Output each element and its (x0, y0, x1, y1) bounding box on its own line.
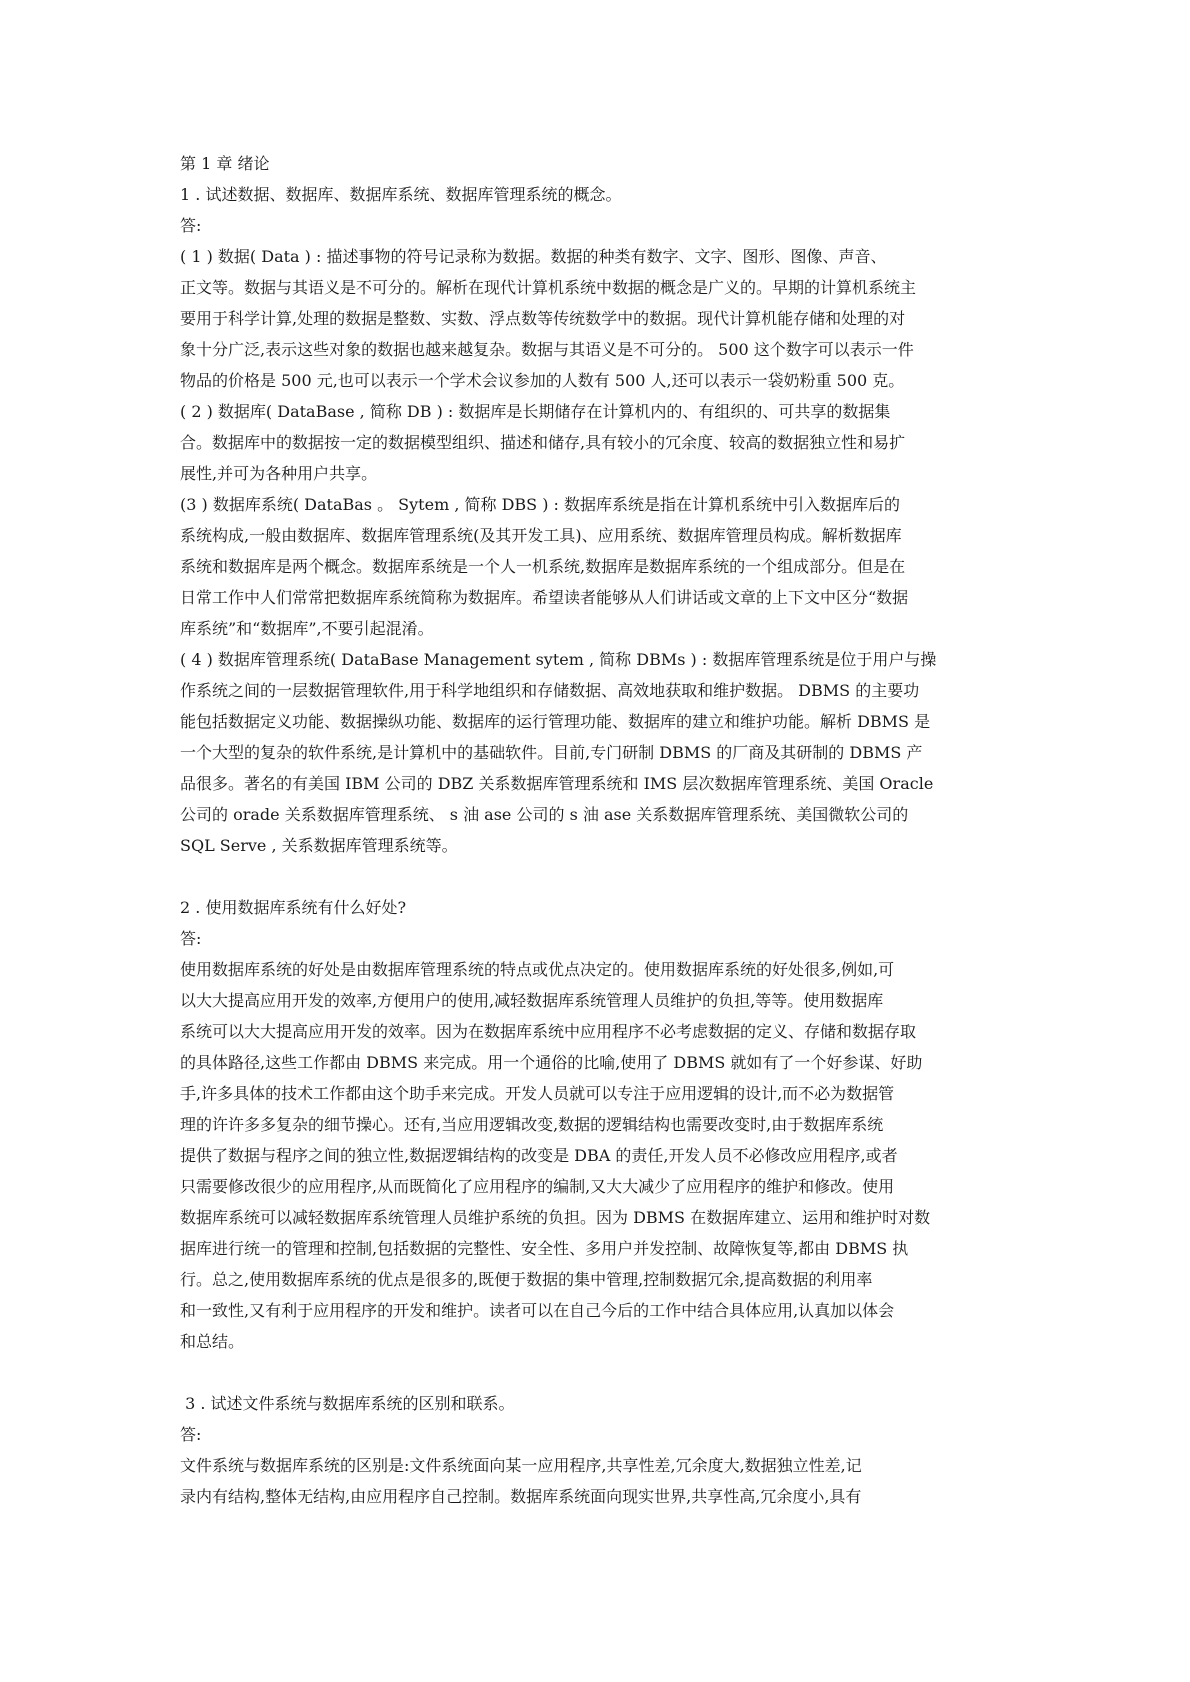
answer-text-line: 系统构成,一般由数据库、数据库管理系统(及其开发工具)、应用系统、数据库管理员构成。解析数据库 (180, 526, 902, 545)
answer-text-line: ( 2 ) 数据库( DataBase , 简称 DB ) : 数据库是长期储存在计算机内的、有组织的、可共享的数据集 (180, 402, 891, 421)
chapter-title: 第 1 章 绪论 (180, 154, 270, 173)
answer-text-line: 据库进行统一的管理和控制,包括数据的完整性、安全性、多用户并发控制、故障恢复等,都由 DBMS 执 (180, 1239, 909, 1258)
answer-text-line: 公司的 orade 关系数据库管理系统、 s 油 ase 公司的 s 油 ase 关系数据库管理系统、美国微软公司的 (180, 805, 909, 824)
answer-text-line: 展性,并可为各种用户共享。 (180, 464, 378, 483)
answer-text-line: ( 1 ) 数据( Data ) : 描述事物的符号记录称为数据。数据的种类有数字、文字、图形、图像、声音、 (180, 247, 887, 266)
answer-label: 答: (180, 929, 202, 948)
answer-text-line: 物品的价格是 500 元,也可以表示一个学术会议参加的人数有 500 人,还可以表示一袋奶粉重 500 克。 (180, 371, 905, 390)
qa-section (180, 861, 1012, 1357)
answer-text-line: 提供了数据与程序之间的独立性,数据逻辑结构的改变是 DBA 的责任,开发人员不必修改应用程序,或者 (180, 1146, 898, 1165)
qa-sections (180, 179, 1012, 1512)
question-heading: 2 . 使用数据库系统有什么好处? (180, 898, 407, 917)
answer-text-line: SQL Serve , 关系数据库管理系统等。 (180, 836, 458, 855)
answer-text-line: 和一致性,又有利于应用程序的开发和维护。读者可以在自己今后的工作中结合具体应用,认真加以体会 (180, 1301, 895, 1320)
answer-text-line: 能包括数据定义功能、数据操纵功能、数据库的运行管理功能、数据库的建立和维护功能。解析 DBMS 是 (180, 712, 931, 731)
qa-section (180, 179, 1012, 861)
answer-text-line: 系统和数据库是两个概念。数据库系统是一个人一机系统,数据库是数据库系统的一个组成部分。但是在 (180, 557, 906, 576)
answer-text-line: 合。数据库中的数据按一定的数据模型组织、描述和储存,具有较小的冗余度、较高的数据独立性和易扩 (180, 433, 906, 452)
answer-text-line: 和总结。 (180, 1332, 245, 1351)
answer-text-line: 的具体路径,这些工作都由 DBMS 来完成。用一个通俗的比喻,使用了 DBMS 就如有了一个好参谋、好助 (180, 1053, 923, 1072)
question-heading: 1 . 试述数据、数据库、数据库系统、数据库管理系统的概念。 (180, 185, 622, 204)
answer-text-line: (3 ) 数据库系统( DataBas 。 Sytem , 简称 DBS ) : 数据库系统是指在计算机系统中引入数据库后的 (180, 495, 901, 514)
answer-text-line: 文件系统与数据库系统的区别是:文件系统面向某一应用程序,共享性差,冗余度大,数据独立性差,记 (180, 1456, 862, 1475)
answer-text-line: 以大大提高应用开发的效率,方便用户的使用,减轻数据库系统管理人员维护的负担,等等。使用数据库 (180, 991, 884, 1010)
answer-text-line: 一个大型的复杂的软件系统,是计算机中的基础软件。目前,专门研制 DBMS 的厂商及其研制的 DBMS 产 (180, 743, 923, 762)
answer-label: 答: (180, 1425, 202, 1444)
answer-text-line: 手,许多具体的技术工作都由这个助手来完成。开发人员就可以专注于应用逻辑的设计,而不必为数据管 (180, 1084, 895, 1103)
qa-section (180, 1357, 1012, 1512)
answer-text-line: 理的许许多多复杂的细节操心。还有,当应用逻辑改变,数据的逻辑结构也需要改变时,由于数据库系统 (180, 1115, 884, 1134)
answer-text-line: 品很多。著名的有美国 IBM 公司的 DBZ 关系数据库管理系统和 IMS 层次数据库管理系统、美国 Oracle (180, 774, 934, 793)
answer-text-line: 录内有结构,整体无结构,由应用程序自己控制。数据库系统面向现实世界,共享性高,冗余度小,具有 (180, 1487, 862, 1506)
answer-text-line: 使用数据库系统的好处是由数据库管理系统的特点或优点决定的。使用数据库系统的好处很多,例如,可 (180, 960, 895, 979)
answer-text-line: ( 4 ) 数据库管理系统( DataBase Management sytem , 简称 DBMs ) : 数据库管理系统是位于用户与操 (180, 650, 937, 669)
section-spacer (180, 1357, 1012, 1388)
answer-label: 答: (180, 216, 202, 235)
answer-text-line: 日常工作中人们常常把数据库系统简称为数据库。希望读者能够从人们讲话或文章的上下文中区分“数据 (180, 588, 909, 607)
answer-text-line: 行。总之,使用数据库系统的优点是很多的,既便于数据的集中管理,控制数据冗余,提高数据的利用率 (180, 1270, 873, 1289)
document-body (180, 148, 1012, 1512)
answer-text-line: 系统可以大大提高应用开发的效率。因为在数据库系统中应用程序不必考虑数据的定义、存储和数据存取 (180, 1022, 917, 1041)
answer-text-line: 只需要修改很少的应用程序,从而既简化了应用程序的编制,又大大减少了应用程序的维护和修改。使用 (180, 1177, 895, 1196)
answer-text-line: 库系统”和“数据库”,不要引起混淆。 (180, 619, 434, 638)
answer-text-line: 数据库系统可以减轻数据库系统管理人员维护系统的负担。因为 DBMS 在数据库建立、运用和维护时对数 (180, 1208, 931, 1227)
answer-text-line: 正文等。数据与其语义是不可分的。解析在现代计算机系统中数据的概念是广义的。早期的计算机系统主 (180, 278, 917, 297)
section-spacer (180, 861, 1012, 892)
answer-text-line: 要用于科学计算,处理的数据是整数、实数、浮点数等传统数学中的数据。现代计算机能存储和处理的对 (180, 309, 906, 328)
answer-text-line: 象十分广泛,表示这些对象的数据也越来越复杂。数据与其语义是不可分的。 500 这个数字可以表示一件 (180, 340, 914, 359)
answer-text-line: 作系统之间的一层数据管理软件,用于科学地组织和存储数据、高效地获取和维护数据。 DBMS 的主要功 (180, 681, 920, 700)
question-heading: 3 . 试述文件系统与数据库系统的区别和联系。 (180, 1394, 515, 1413)
